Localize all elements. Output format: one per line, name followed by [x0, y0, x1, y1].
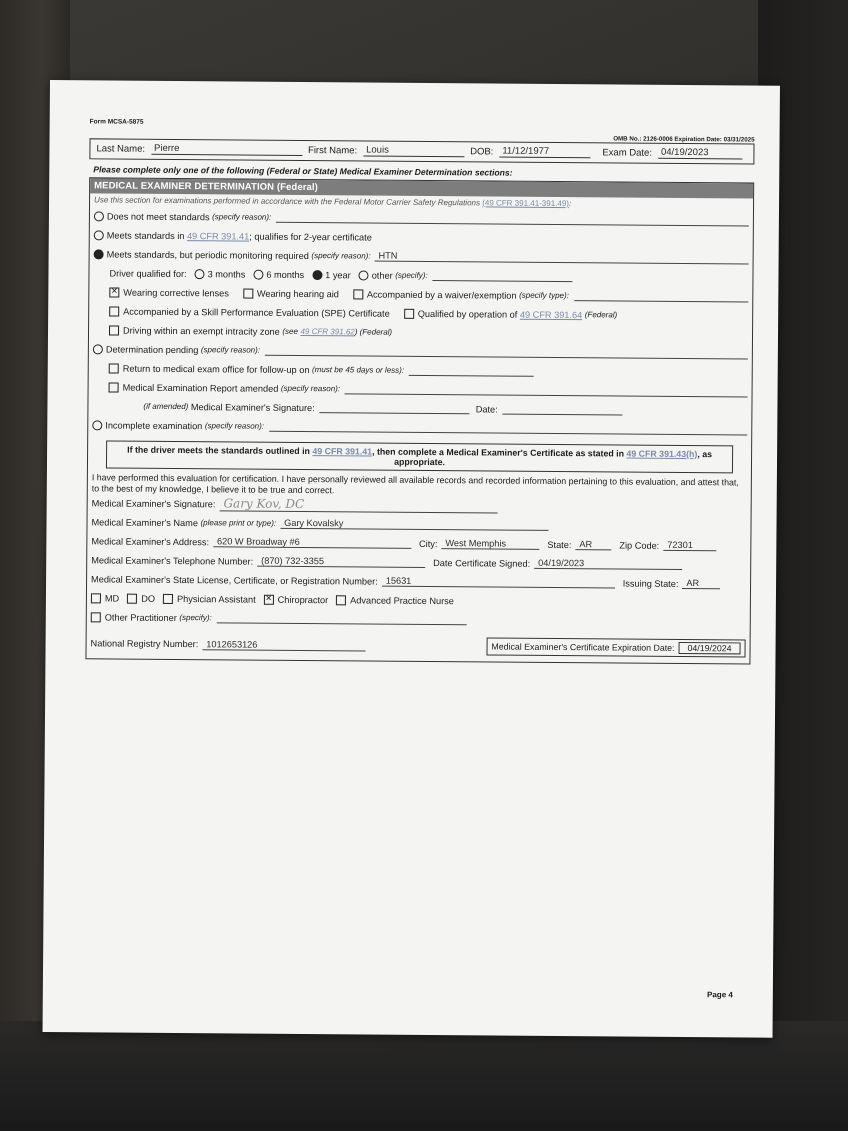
certificate-note: If the driver meets the standards outlined in 49 CFR 391.41, then complete a Medical Examiner's Certificate as stated in 49 CFR 391.43(h), as appropriate. [106, 440, 733, 473]
examiner-signature[interactable]: Gary Kov, DC [219, 496, 497, 513]
checkbox-return-followup[interactable] [109, 363, 119, 373]
zip-field[interactable]: 72301 [663, 540, 716, 551]
amended-signature-line[interactable] [320, 402, 470, 414]
phone-row: Medical Examiner's Telephone Number: (870) 732-3355 Date Certificate Signed: 04/19/2023 [87, 550, 750, 574]
periodic-reason-field[interactable]: HTN [375, 251, 749, 265]
address-row: Medical Examiner's Address: 620 W Broadway #6 City: West Memphis State: AR Zip Code: 72301 [87, 531, 750, 555]
checkbox-hearing-aid[interactable] [243, 288, 253, 298]
state-field[interactable]: AR [575, 539, 611, 550]
city-field[interactable]: West Memphis [441, 538, 539, 550]
last-name-label: Last Name: [96, 143, 146, 155]
checkbox-waiver[interactable] [353, 289, 363, 299]
form-page [43, 80, 780, 1038]
not-meet-reason-line[interactable] [276, 212, 749, 227]
checkbox-do[interactable] [127, 593, 137, 603]
issuing-state-field[interactable]: AR [682, 578, 720, 589]
examiner-name-field[interactable]: Gary Kovalsky [280, 518, 548, 531]
dob-label: DOB: [470, 146, 494, 158]
form-id: Form MCSA-5875 [89, 118, 144, 126]
last-name-field[interactable]: Pierre [151, 143, 302, 156]
incomplete-reason-line[interactable] [269, 421, 747, 436]
date-signed-field[interactable]: 04/19/2023 [534, 558, 682, 570]
option-incomplete[interactable]: Incomplete examination (specify reason): [88, 415, 751, 439]
amended-signature-row: (if amended) Medical Examiner's Signature: Date: [88, 396, 751, 420]
checkbox-physician-assistant[interactable] [163, 593, 173, 603]
option-periodic[interactable]: Meets standards, but periodic monitoring required (specify reason): HTN [90, 244, 753, 268]
credentials-row: MD DO Physician Assistant ✕ Chiropractor Advanced Practice Nurse [87, 588, 750, 612]
phone-field[interactable]: (870) 732-3355 [257, 556, 425, 568]
checkbox-report-amended[interactable] [109, 382, 119, 392]
radio-6-months[interactable] [253, 269, 263, 279]
page-number: Page 4 [707, 990, 733, 1000]
address-field[interactable]: 620 W Broadway #6 [213, 536, 411, 549]
amended-reason-line[interactable] [345, 383, 748, 397]
form-body [85, 118, 754, 664]
exam-date-field[interactable]: 04/19/2023 [658, 147, 742, 160]
registry-row: National Registry Number: 1012653126 Medical Examiner's Certificate Expiration Date: 04/19/2024 [86, 632, 749, 659]
omb-number: OMB No.: 2126-0006 Expiration Date: 03/31/2025 [613, 135, 755, 144]
exam-date-label: Exam Date: [602, 147, 653, 159]
checkbox-intracity[interactable] [109, 325, 119, 335]
qualified-for-row: Driver qualified for: 3 months 6 months 1 year other (specify): [89, 263, 752, 287]
waiver-type-line[interactable] [574, 290, 748, 302]
checkbox-other-practitioner[interactable] [91, 612, 101, 622]
checkbox-corrective-lenses[interactable] [109, 287, 119, 297]
dob-field[interactable]: 11/12/1977 [499, 146, 590, 159]
option-pending[interactable]: Determination pending (specify reason): [89, 339, 752, 363]
radio-does-not-meet[interactable] [94, 211, 104, 221]
checkbox-advanced-practice-nurse[interactable] [336, 595, 346, 605]
instruction-text: Please complete only one of the following (Federal or State) Medical Examiner Determination sections: [93, 164, 513, 178]
option-does-not-meet[interactable]: Does not meet standards (specify reason): [90, 206, 753, 230]
checkbox-md[interactable] [91, 593, 101, 603]
option-meets-2yr[interactable]: Meets standards in 49 CFR 391.41 ; qualifies for 2-year certificate [90, 225, 753, 249]
section-title: MEDICAL EXAMINER DETERMINATION (Federal) [90, 178, 753, 198]
amended-date-line[interactable] [503, 404, 623, 416]
pending-reason-line[interactable] [265, 345, 748, 360]
checkbox-qualified-operation[interactable] [404, 308, 414, 318]
certificate-expiration-field[interactable]: 04/19/2024 [678, 642, 740, 654]
spe-row: Accompanied by a Skill Performance Evaluation (SPE) Certificate Qualified by operation of 49 CFR 391.64 (Federal) [89, 301, 752, 325]
license-field[interactable]: 15631 [382, 576, 615, 589]
radio-1-year[interactable] [312, 270, 322, 280]
first-name-field[interactable]: Louis [363, 144, 464, 157]
certificate-expiration-box: Medical Examiner's Certificate Expiration Date: 04/19/2024 [486, 638, 745, 658]
radio-other[interactable] [359, 270, 369, 280]
license-row: Medical Examiner's State License, Certificate, or Registration Number: 15631 Issuing State: AR [87, 569, 750, 593]
wood-surface-bottom [0, 1021, 848, 1131]
signature-row: Medical Examiner's Signature: Gary Kov, DC [88, 493, 751, 517]
followup-line[interactable] [409, 365, 534, 377]
section-subtitle: Use this section for examinations performed in accordance with the Federal Motor Carrier Safety Regulations (49 CFR 391.41-391.49): [94, 195, 572, 209]
radio-meets-2yr[interactable] [94, 230, 104, 240]
radio-pending[interactable] [93, 344, 103, 354]
other-specify-line[interactable] [433, 270, 573, 282]
registry-number-field[interactable]: 1012653126 [202, 639, 365, 651]
other-practitioner-line[interactable] [217, 612, 467, 625]
amended-row: Medical Examination Report amended (specify reason): [89, 377, 752, 401]
cfr-link[interactable]: (49 CFR 391.41-391.49) [482, 198, 570, 209]
intracity-row: Driving within an exempt intracity zone (see 49 CFR 391.62 ) (Federal) [89, 320, 752, 344]
radio-periodic[interactable] [94, 249, 104, 259]
return-row: Return to medical exam office for follow-up on (must be 45 days or less): [89, 358, 752, 382]
other-practitioner-row: Other Practitioner (specify): [87, 607, 750, 631]
radio-3-months[interactable] [195, 269, 205, 279]
first-name-label: First Name: [307, 145, 358, 157]
lenses-row: ✕ Wearing corrective lenses Wearing hearing aid Accompanied by a waiver/exemption (specify type): [89, 282, 752, 306]
determination-section [85, 177, 754, 664]
attestation-text: I have performed this evaluation for certification. I have personally reviewed all available records and recorded information pertaining to this evaluation, and attest that, to the best of my knowledge, I believe it to be true and correct. [91, 472, 739, 495]
checkbox-chiropractor[interactable] [264, 594, 274, 604]
examiner-name-row: Medical Examiner's Name (please print or type): Gary Kovalsky [87, 512, 750, 536]
checkbox-spe[interactable] [109, 306, 119, 316]
radio-incomplete[interactable] [92, 420, 102, 430]
